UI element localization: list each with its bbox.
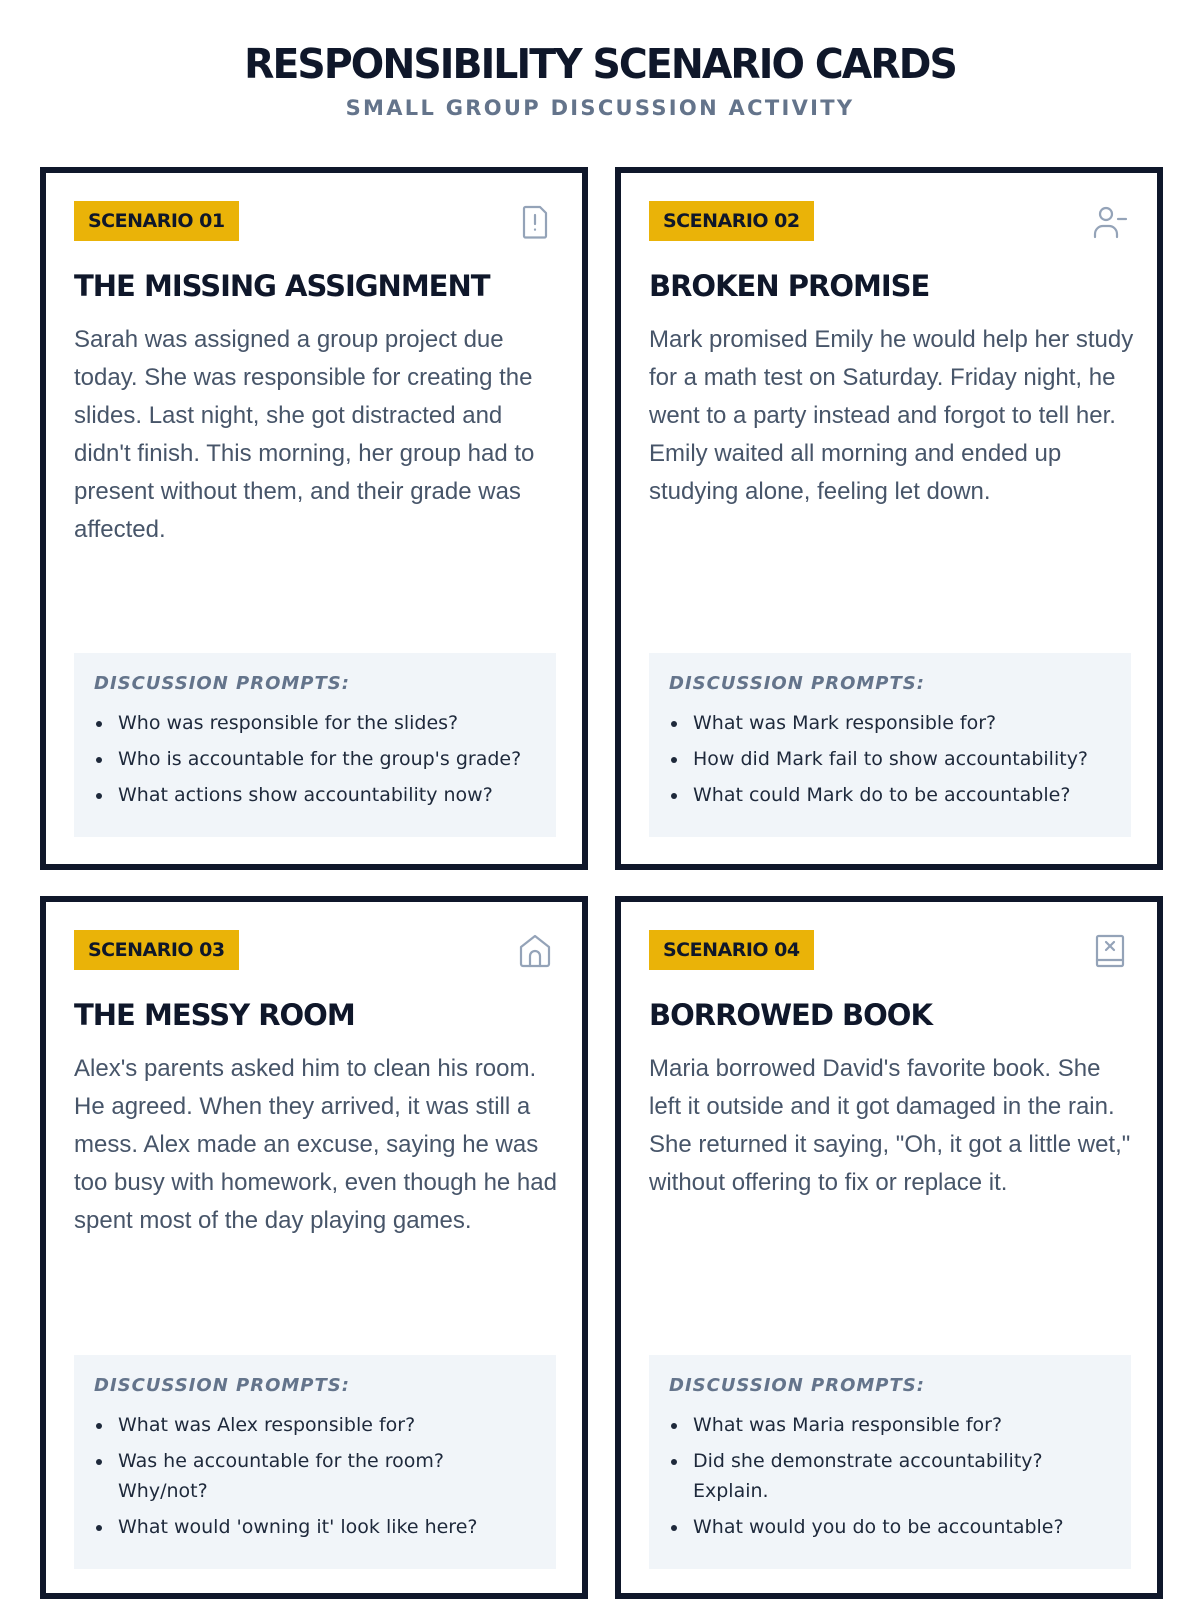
discussion-prompts-heading: DISCUSSION PROMPTS:: [669, 673, 925, 694]
scenario-card-4: [615, 896, 1163, 1599]
prompt-list: [669, 1410, 1111, 1542]
scenario-title: THE MESSY ROOM: [74, 998, 355, 1032]
prompt-item: Who was responsible for the slides?: [94, 708, 536, 738]
scenario-card-1: [40, 167, 588, 870]
damaged-book-icon: [1091, 932, 1129, 970]
scenario-card-2: [615, 167, 1163, 870]
scenario-story: Alex's parents asked him to clean his room. He agreed. When they arrived, it was still a mess. Alex made an excuse, saying he was too busy with homework, even though he had spent most of the day playing games.: [74, 1055, 557, 1234]
discussion-prompts-heading: DISCUSSION PROMPTS:: [94, 673, 350, 694]
prompt-list: [669, 708, 1111, 810]
discussion-prompts-heading: DISCUSSION PROMPTS:: [94, 1375, 350, 1396]
scenario-card-3: [40, 896, 588, 1599]
discussion-prompts-box: [649, 653, 1131, 837]
prompt-item: What was Alex responsible for?: [94, 1410, 536, 1440]
prompt-item: What was Mark responsible for?: [669, 708, 1111, 738]
discussion-prompts-box: [74, 1355, 556, 1569]
user-minus-icon: [1091, 203, 1129, 241]
scenario-story: Maria borrowed David's favorite book. She left it outside and it got damaged in the rain. She returned it saying, "Oh, it got a little wet," without offering to fix or replace it.: [649, 1055, 1131, 1196]
page-subtitle: SMALL GROUP DISCUSSION ACTIVITY: [345, 96, 855, 120]
discussion-prompts-box: [74, 653, 556, 837]
discussion-prompts-box: [649, 1355, 1131, 1569]
prompt-list: [94, 708, 536, 810]
scenario-story: Sarah was assigned a group project due today. She was responsible for creating the slides. Last night, she got distracted and didn't finish. This morning, her group had to present without them, and their grade was affected.: [74, 326, 535, 543]
prompt-item: Who is accountable for the group's grade?: [94, 744, 536, 774]
house-icon: [516, 932, 554, 970]
prompt-item: Was he accountable for the room? Why/not?: [94, 1446, 536, 1506]
scenario-badge: SCENARIO 02: [649, 201, 814, 241]
discussion-prompts-heading: DISCUSSION PROMPTS:: [669, 1375, 925, 1396]
page-title: RESPONSIBILITY SCENARIO CARDS: [244, 40, 956, 88]
prompt-item: What actions show accountability now?: [94, 780, 536, 810]
prompt-item: What was Maria responsible for?: [669, 1410, 1111, 1440]
prompt-item: How did Mark fail to show accountability?: [669, 744, 1111, 774]
scenario-badge: SCENARIO 01: [74, 201, 239, 241]
prompt-item: What would you do to be accountable?: [669, 1512, 1111, 1542]
prompt-list: [94, 1410, 536, 1542]
prompt-item: What would 'owning it' look like here?: [94, 1512, 536, 1542]
prompt-item: What could Mark do to be accountable?: [669, 780, 1111, 810]
scenario-title: BROKEN PROMISE: [649, 269, 930, 303]
scenario-title: BORROWED BOOK: [649, 998, 932, 1032]
alert-file-icon: [516, 203, 554, 241]
scenario-badge: SCENARIO 03: [74, 930, 239, 970]
prompt-item: Did she demonstrate accountability? Explain.: [669, 1446, 1111, 1506]
scenario-title: THE MISSING ASSIGNMENT: [74, 269, 490, 303]
scenario-story: Mark promised Emily he would help her study for a math test on Saturday. Friday night, he went to a party instead and forgot to tell her. Emily waited all morning and ended up studying alone, feeling let down.: [649, 326, 1134, 505]
scenario-badge: SCENARIO 04: [649, 930, 814, 970]
